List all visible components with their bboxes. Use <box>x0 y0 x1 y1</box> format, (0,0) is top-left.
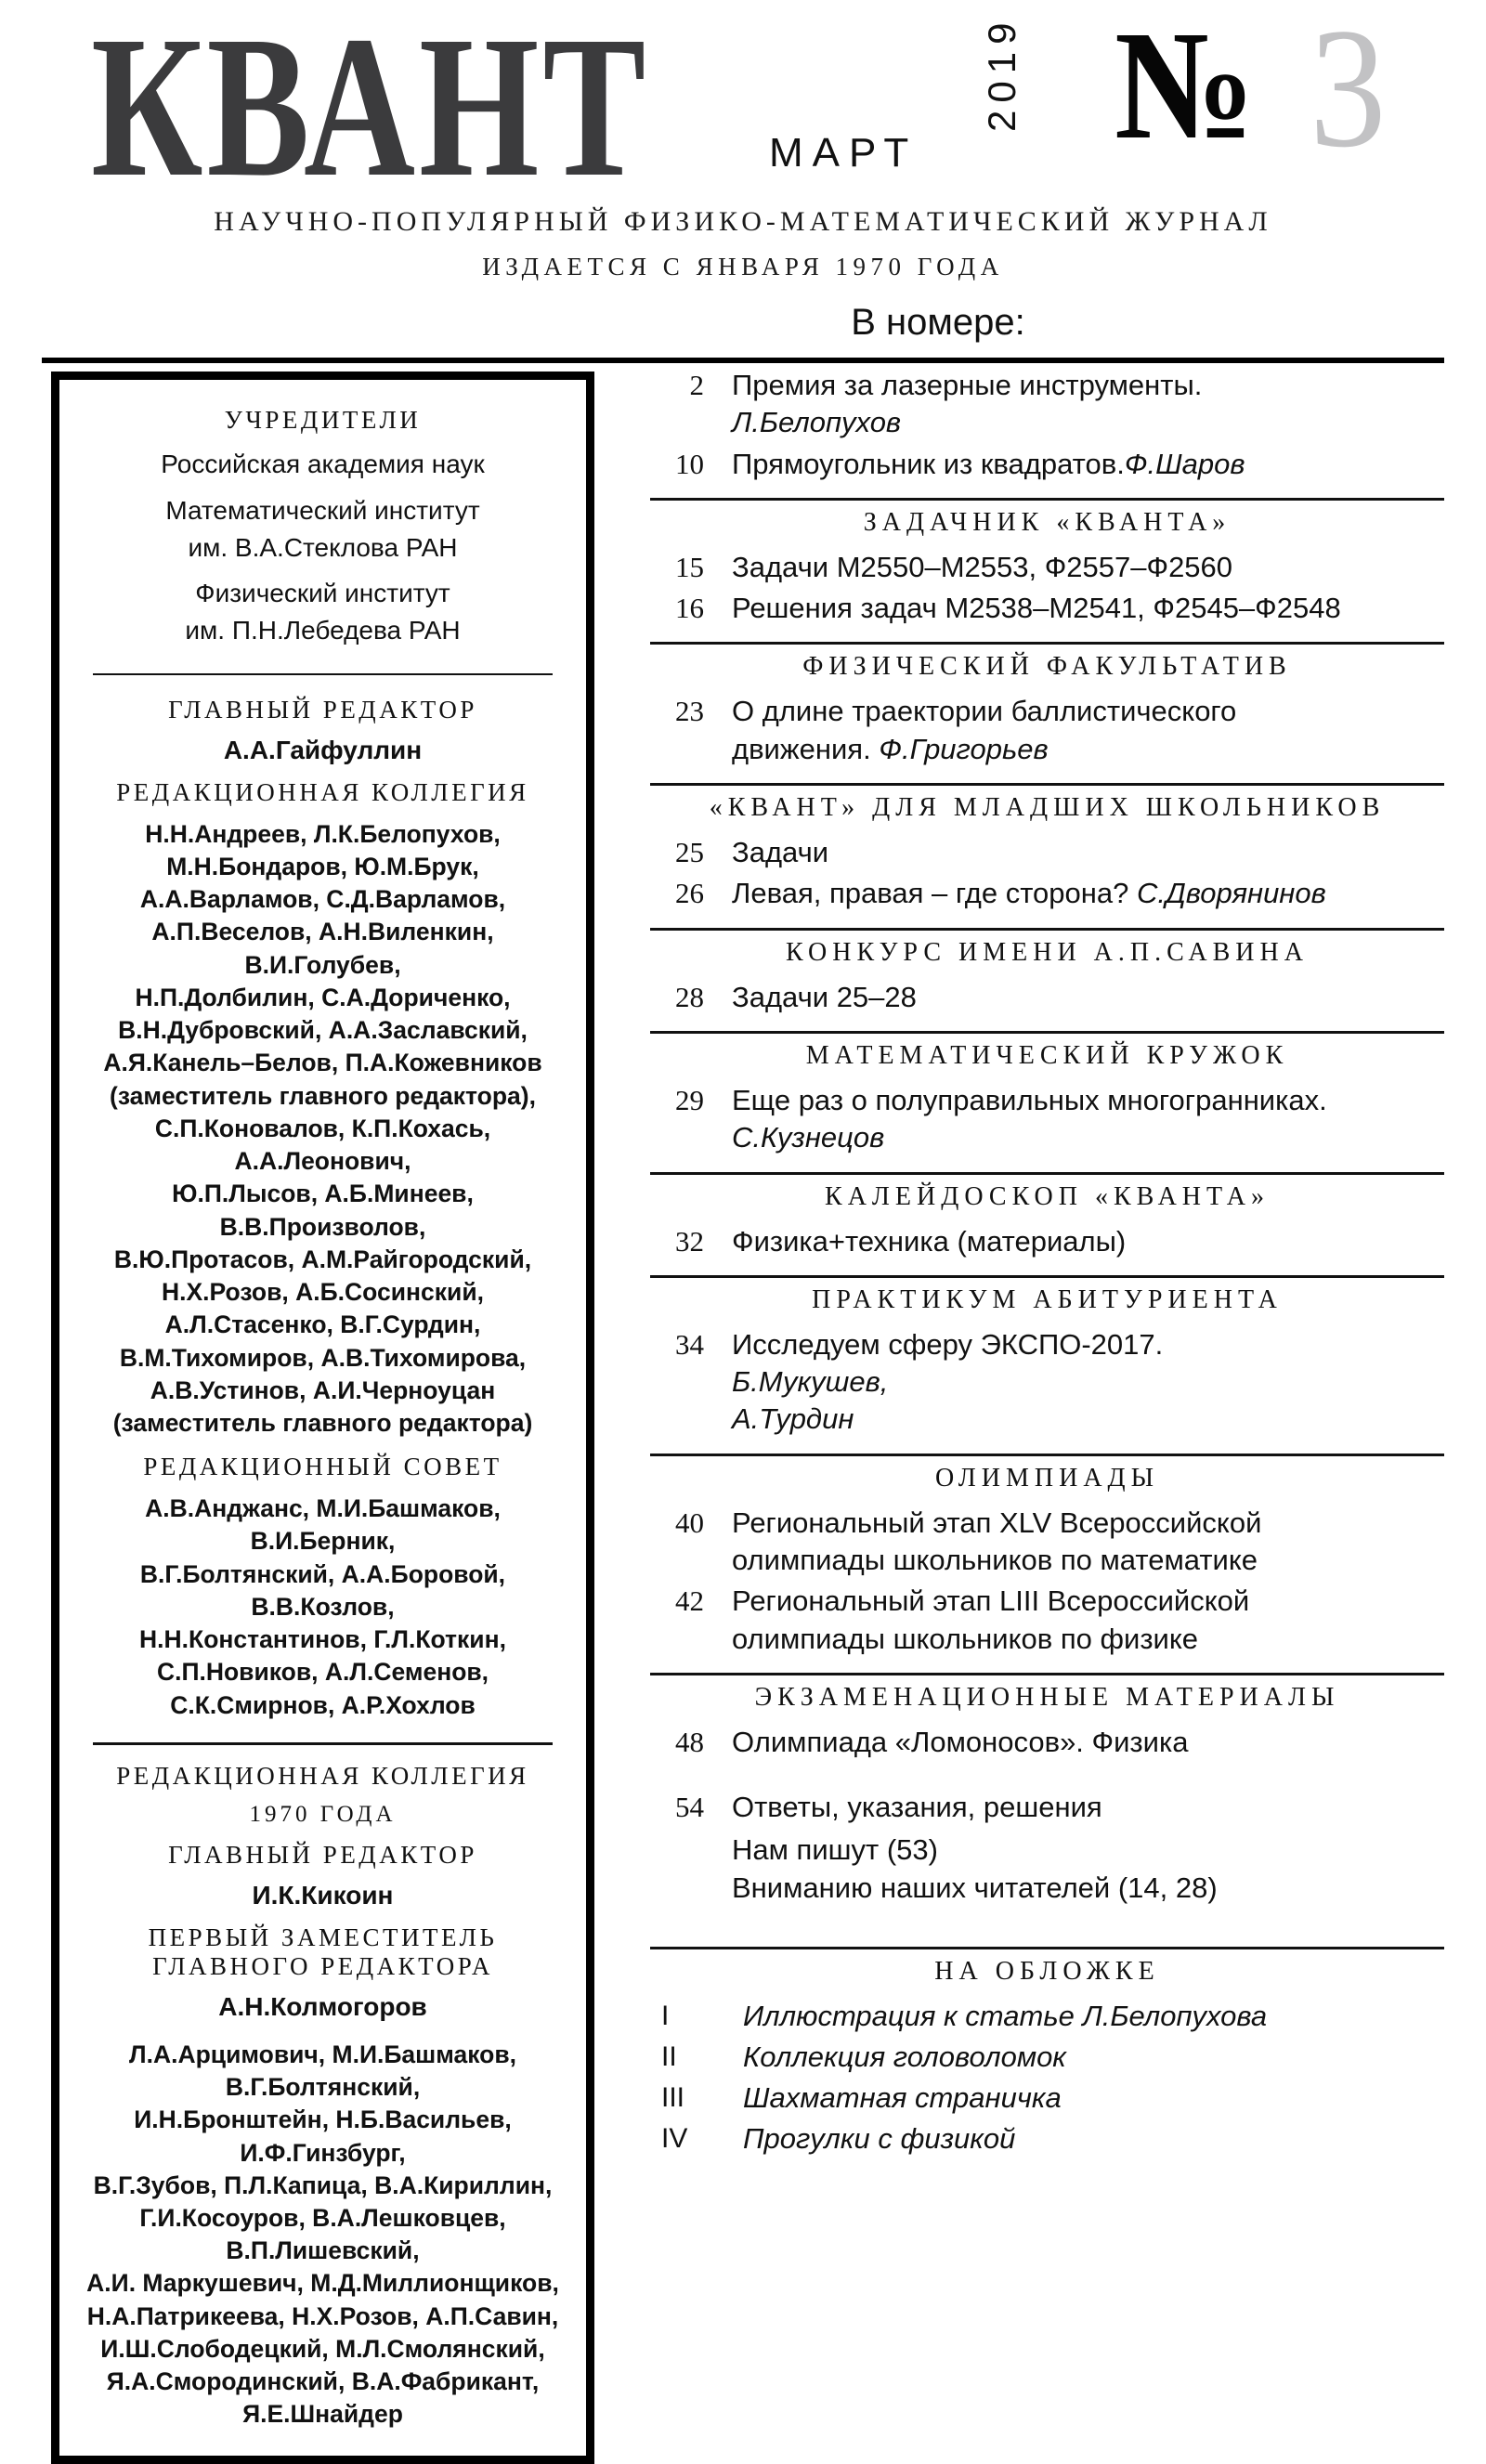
name-line: В.Н.Дубровский, А.А.Заславский, <box>118 1016 528 1045</box>
name-line: Я.А.Смородинский, В.А.Фабрикант, Я.Е.Шнайдер <box>106 2367 540 2429</box>
deputy-1970-heading <box>76 1923 569 1981</box>
toc-section-title: ЭКЗАМЕНАЦИОННЫЕ МАТЕРИАЛЫ <box>754 1682 1340 1712</box>
name-line: В.Ю.Протасов, А.М.Райгородский, <box>113 1245 532 1273</box>
name-line: Ю.П.Лысов, А.Б.Минеев, В.В.Произволов, <box>172 1180 474 1241</box>
toc-page-number: III <box>661 2082 685 2114</box>
cover-section-title: НА ОБЛОЖКЕ <box>934 1956 1160 1986</box>
name-line: В.М.Тихомиров, А.В.Тихомирова, <box>119 1343 527 1372</box>
founder-line: Физический институт <box>195 579 450 608</box>
toc-title-line: Прогулки с физикой <box>743 2122 1016 2156</box>
toc-page-number: 54 <box>675 1791 704 1824</box>
toc-page-number: IV <box>661 2123 688 2155</box>
toc-entry-title <box>715 2079 1444 2117</box>
toc-section-divider <box>650 1031 1444 1034</box>
toc-title-line: Задачи <box>732 836 829 869</box>
founder-item <box>76 492 569 567</box>
journal-since: ИЗДАЕТСЯ С ЯНВАРЯ 1970 ГОДА <box>482 253 1004 280</box>
toc-page-number: 10 <box>675 447 704 480</box>
toc-section-divider <box>650 1275 1444 1278</box>
toc-entry[interactable] <box>650 1789 1444 1826</box>
toc-title-line: Шахматная страничка <box>743 2081 1062 2115</box>
editor-in-chief-heading: ГЛАВНЫЙ РЕДАКТОР <box>168 695 477 724</box>
toc-entry[interactable] <box>650 1082 1444 1157</box>
contents-heading: В номере: <box>851 302 1025 343</box>
toc-entry-title <box>704 590 1444 627</box>
toc-entry[interactable] <box>650 446 1444 483</box>
issue-year: 2019 <box>980 15 1023 132</box>
toc-note: Нам пишут (53) <box>732 1832 938 1866</box>
deputy-1970-name: А.Н.Колмогоров <box>218 1991 427 2021</box>
founder-line: им. В.А.Стеклова РАН <box>188 532 458 562</box>
toc-section-divider <box>650 1454 1444 1456</box>
toc-title-line: Региональный этап XLV Всероссийской <box>732 1506 1262 1539</box>
editorial-board-heading: РЕДАКЦИОННАЯ КОЛЛЕГИЯ <box>116 777 529 806</box>
toc-section-title: КОНКУРС ИМЕНИ А.П.САВИНА <box>786 937 1309 967</box>
toc-title-line: Коллекция головоломок <box>743 2040 1066 2073</box>
name-line: Н.П.Долбилин, С.А.Дориченко, <box>135 983 511 1011</box>
toc-entry-title <box>704 549 1444 586</box>
toc-section-title: ФИЗИЧЕСКИЙ ФАКУЛЬТАТИВ <box>802 652 1292 682</box>
toc-entry[interactable] <box>650 979 1444 1016</box>
toc-page-number: 25 <box>675 836 704 869</box>
name-line: Н.А.Патрикеева, Н.Х.Розов, А.П.Савин, <box>86 2301 559 2330</box>
toc-entry-title <box>704 834 1444 871</box>
toc-title-line: Решения задач М2538–М2541, Ф2545–Ф2548 <box>732 592 1341 625</box>
toc-entry[interactable] <box>650 834 1444 871</box>
toc-page-number: II <box>661 2040 677 2072</box>
toc-author: С.Кузнецов <box>732 1121 885 1154</box>
toc-entry-title <box>704 1789 1444 1826</box>
toc-title-line: Олимпиада «Ломоносов». Физика <box>732 1725 1189 1758</box>
toc-page-number: 40 <box>675 1506 704 1539</box>
toc-page-number: 28 <box>675 980 704 1013</box>
name-line: В.Г.Болтянский, А.А.Боровой, В.В.Козлов, <box>139 1559 506 1621</box>
toc-section-divider <box>650 642 1444 645</box>
toc-section-title: КАЛЕЙДОСКОП «КВАНТА» <box>825 1181 1270 1211</box>
toc-title-line: Еще раз о полуправильных многогранниках. <box>732 1083 1327 1116</box>
deputy-heading-line: ПЕРВЫЙ ЗАМЕСТИТЕЛЬ <box>148 1923 498 1951</box>
toc-entry-title <box>704 1082 1444 1157</box>
name-line: Л.А.Арцимович, М.И.Башмаков, В.Г.Болтянский, <box>129 2040 516 2102</box>
toc-author: С.Дворянинов <box>1136 877 1326 910</box>
toc-author: А.Турдин <box>732 1402 854 1436</box>
header-divider <box>42 358 1444 363</box>
toc-entry[interactable] <box>650 1223 1444 1260</box>
chief-1970-heading: ГЛАВНЫЙ РЕДАКТОР <box>168 1840 477 1869</box>
toc-entry[interactable] <box>650 693 1444 768</box>
name-line: А.В.Анджанс, М.И.Башмаков, В.И.Берник, <box>145 1494 501 1556</box>
toc-page-number: 42 <box>675 1584 704 1618</box>
editorial-board-names <box>76 818 569 1440</box>
name-line: А.Я.Канель–Белов, П.А.Кожевников <box>103 1049 542 1077</box>
table-of-contents <box>650 367 1444 2162</box>
editor-in-chief-name: А.А.Гайфуллин <box>223 735 423 764</box>
name-line: Н.Н.Андреев, Л.К.Белопухов, <box>145 819 501 848</box>
name-line: А.В.Устинов, А.И.Черноуцан <box>150 1375 496 1404</box>
members-1970-names <box>76 2039 569 2431</box>
toc-section-title: «КВАНТ» ДЛЯ МЛАДШИХ ШКОЛЬНИКОВ <box>709 793 1386 823</box>
toc-section-divider <box>650 783 1444 786</box>
toc-title-line: олимпиады школьников по математике <box>732 1544 1258 1577</box>
name-line: С.К.Смирнов, А.Р.Хохлов <box>170 1690 476 1719</box>
toc-section-title: ПРАКТИКУМ АБИТУРИЕНТА <box>812 1284 1283 1314</box>
toc-author: Ф.Григорьев <box>879 732 1049 765</box>
toc-page-number: 34 <box>675 1327 704 1361</box>
toc-title-line: Физика+техника (материалы) <box>732 1224 1127 1258</box>
name-line: (заместитель главного редактора), <box>110 1081 536 1110</box>
toc-entry-title <box>704 446 1444 483</box>
toc-spacer <box>650 1765 1444 1789</box>
founder-item: Российская академия наук <box>161 450 485 478</box>
toc-entry[interactable] <box>650 875 1444 912</box>
toc-page-number: 32 <box>675 1224 704 1258</box>
masthead-logo-row <box>0 0 1486 220</box>
name-line: В.Г.Зубов, П.Л.Капица, В.А.Кириллин, <box>93 2171 553 2199</box>
toc-entry[interactable] <box>650 367 1444 442</box>
masthead <box>0 0 1486 283</box>
chief-1970-name: И.К.Кикоин <box>252 1880 394 1910</box>
toc-entry-title <box>715 2039 1444 2076</box>
name-line: А.А.Варламов, С.Д.Варламов, <box>139 885 506 914</box>
name-line: Н.Х.Розов, А.Б.Сосинский, <box>162 1278 484 1307</box>
toc-entry-title <box>704 1724 1444 1761</box>
toc-title-line: Прямоугольник из квадратов. <box>732 447 1125 480</box>
toc-section-title: ОЛИМПИАДЫ <box>934 1463 1160 1493</box>
toc-section-divider <box>650 1947 1444 1949</box>
name-line: Н.Н.Константинов, Г.Л.Коткин, <box>139 1625 506 1654</box>
toc-entry-title <box>704 693 1444 768</box>
toc-section-divider <box>650 1172 1444 1175</box>
board-1970-year: 1970 ГОДА <box>249 1801 397 1827</box>
toc-entry-title <box>715 1998 1444 2035</box>
toc-section-divider <box>650 498 1444 501</box>
toc-title-line: Региональный этап LIII Всероссийской <box>732 1584 1250 1618</box>
journal-subtitle: НАУЧНО-ПОПУЛЯРНЫЙ ФИЗИКО-МАТЕМАТИЧЕСКИЙ ЖУРНАЛ <box>214 206 1272 237</box>
toc-page-number: I <box>661 2000 670 2031</box>
toc-spacer <box>650 1908 1444 1932</box>
name-line: А.И. Маркушевич, М.Д.Миллионщиков, <box>86 2269 559 2298</box>
founder-line: Математический институт <box>165 495 480 525</box>
name-line: Г.И.Косоуров, В.А.Лешковцев, В.П.Лишевский, <box>139 2204 506 2265</box>
editorial-council-names <box>76 1493 569 1722</box>
name-line: И.Н.Бронштейн, Н.Б.Васильев, И.Ф.Гинзбург, <box>134 2105 512 2167</box>
toc-entry[interactable] <box>650 1724 1444 1761</box>
deputy-heading-line: ГЛАВНОГО РЕДАКТОРА <box>152 1951 493 1980</box>
toc-entry[interactable] <box>650 1505 1444 1580</box>
toc-entry[interactable] <box>650 2039 1444 2076</box>
founders-heading: УЧРЕДИТЕЛИ <box>224 406 422 434</box>
toc-entry[interactable] <box>650 590 1444 627</box>
toc-entry[interactable] <box>650 1583 1444 1658</box>
number-sign-icon: № <box>1114 0 1255 172</box>
toc-page-number: 16 <box>675 592 704 625</box>
board-1970-heading: РЕДАКЦИОННАЯ КОЛЛЕГИЯ <box>116 1761 529 1790</box>
toc-entry[interactable] <box>650 549 1444 586</box>
toc-entry-title <box>704 1505 1444 1580</box>
toc-entry-title <box>704 979 1444 1016</box>
toc-title-line: Задачи М2550–М2553, Ф2557–Ф2560 <box>732 550 1233 583</box>
toc-title-line: Левая, правая – где сторона? <box>732 877 1137 910</box>
toc-entry[interactable] <box>650 1998 1444 2035</box>
toc-entry-title <box>704 1326 1444 1439</box>
name-line: (заместитель главного редактора) <box>112 1408 533 1437</box>
toc-author: Б.Мукушев, <box>732 1365 889 1399</box>
toc-entry-title <box>704 1223 1444 1260</box>
name-line: А.П.Веселов, А.Н.Виленкин, В.И.Голубев, <box>151 918 494 979</box>
name-line: А.Л.Стасенко, В.Г.Сурдин, <box>164 1310 481 1339</box>
toc-page-number: 2 <box>689 369 704 401</box>
toc-entry-title <box>715 2120 1444 2158</box>
toc-title-line: О длине траектории баллистического <box>732 695 1237 728</box>
name-line: С.П.Новиков, А.Л.Семенов, <box>156 1658 489 1687</box>
toc-title-line: Исследуем сферу ЭКСПО-2017. <box>732 1327 1164 1361</box>
founder-line: им. П.Н.Лебедева РАН <box>185 616 461 645</box>
toc-entry[interactable] <box>650 2120 1444 2158</box>
panel-divider <box>93 673 553 675</box>
toc-title-line: движения. <box>732 732 880 765</box>
toc-section-divider <box>650 928 1444 931</box>
toc-page-number: 48 <box>675 1725 704 1758</box>
toc-title-line: Ответы, указания, решения <box>732 1791 1102 1824</box>
toc-page-number: 26 <box>675 877 704 910</box>
toc-page-number: 29 <box>675 1083 704 1116</box>
name-line: И.Ш.Слободецкий, М.Л.Смолянский, <box>100 2334 545 2363</box>
toc-title-line: Премия за лазерные инструменты. <box>732 369 1203 401</box>
toc-author: Л.Белопухов <box>732 406 902 439</box>
toc-page-number: 23 <box>675 695 704 728</box>
imprint-panel <box>51 372 594 2464</box>
toc-title-line: Иллюстрация к статье Л.Белопухова <box>743 1999 1268 2032</box>
toc-entry-title <box>704 875 1444 912</box>
editorial-council-heading: РЕДАКЦИОННЫЙ СОВЕТ <box>143 1453 502 1481</box>
toc-title-line: олимпиады школьников по физике <box>732 1622 1198 1655</box>
toc-section-divider <box>650 1673 1444 1675</box>
founder-item <box>76 575 569 649</box>
name-line: С.П.Коновалов, К.П.Кохась, А.А.Леонович, <box>154 1114 491 1176</box>
toc-entry-title <box>704 367 1444 442</box>
name-line: М.Н.Бондаров, Ю.М.Брук, <box>166 852 479 880</box>
toc-entry[interactable] <box>650 2079 1444 2117</box>
panel-divider-1970 <box>93 1742 553 1745</box>
journal-title: КВАНТ <box>91 0 650 220</box>
toc-author: Ф.Шаров <box>1124 447 1245 480</box>
issue-month: МАРТ <box>769 130 919 176</box>
toc-entry-title <box>704 1583 1444 1658</box>
toc-section-title: ЗАДАЧНИК «КВАНТА» <box>863 507 1232 537</box>
toc-title-line: Задачи 25–28 <box>732 980 917 1013</box>
toc-note: Вниманию наших читателей (14, 28) <box>732 1871 1218 1905</box>
toc-section-title: МАТЕМАТИЧЕСКИЙ КРУЖОК <box>805 1040 1289 1070</box>
toc-page-number: 15 <box>675 550 704 583</box>
toc-entry[interactable] <box>650 1326 1444 1439</box>
issue-number: 3 <box>1310 0 1387 183</box>
